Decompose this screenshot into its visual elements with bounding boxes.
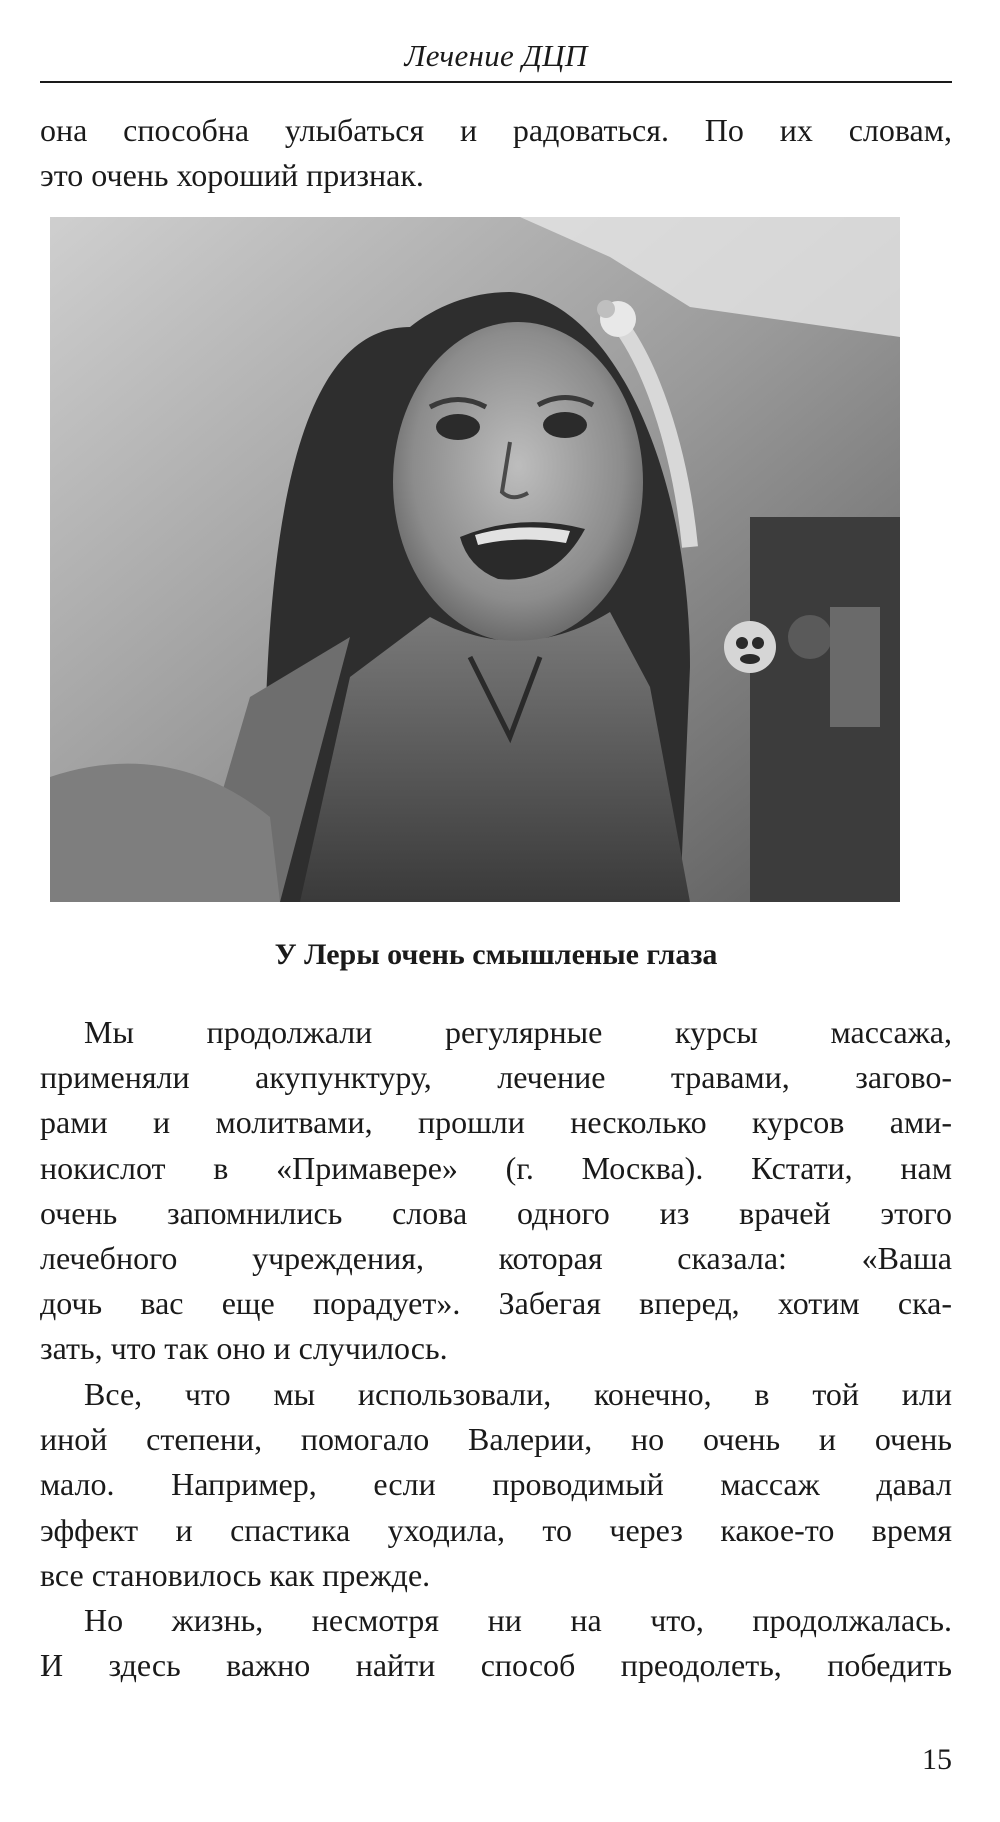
portrait-photo — [50, 217, 900, 902]
text-line: Мы продолжали регулярные курсы массажа, — [84, 1014, 952, 1050]
text-line: все становилось как прежде. — [40, 1556, 431, 1593]
text-line: эффект и спастика уходила, то через какое-то время — [40, 1511, 952, 1548]
text-line: И здесь важно найти способ преодолеть, победить — [40, 1647, 952, 1684]
text-line: зать, что так оно и случилось. — [40, 1330, 448, 1367]
figure-caption: У Леры очень смышленые глаза — [274, 938, 718, 971]
running-header: Лечение ДЦП — [404, 38, 588, 73]
text-line: рами и молитвами, прошли несколько курсов ами- — [40, 1104, 952, 1141]
paragraph-3 — [40, 1598, 952, 1688]
text-line: Все, что мы использовали, конечно, в той или — [84, 1376, 952, 1412]
text-line: это очень хороший признак. — [40, 157, 424, 194]
text-line: Но жизнь, несмотря ни на что, продолжалась. — [84, 1602, 952, 1638]
text-line: нокислот в «Примавере» (г. Москва). Кстати, нам — [40, 1149, 952, 1186]
text-line: очень запомнились слова одного из врачей этого — [40, 1194, 952, 1231]
paragraph-1 — [40, 1010, 952, 1372]
text-line: применяли акупунктуру, лечение травами, загово- — [40, 1059, 952, 1096]
text-line: дочь вас еще порадует». Забегая вперед, хотим ска- — [40, 1285, 952, 1322]
text-line: лечебного учреждения, которая сказала: «Ваша — [40, 1240, 952, 1277]
paragraph-2 — [40, 1372, 952, 1598]
intro-paragraph — [40, 108, 952, 198]
text-line: она способна улыбаться и радоваться. По их словам, — [40, 112, 952, 148]
text-line: мало. Например, если проводимый массаж давал — [40, 1466, 952, 1503]
header-divider — [40, 81, 952, 83]
text-line: иной степени, помогало Валерии, но очень и очень — [40, 1421, 952, 1458]
page-number: 15 — [922, 1743, 952, 1776]
